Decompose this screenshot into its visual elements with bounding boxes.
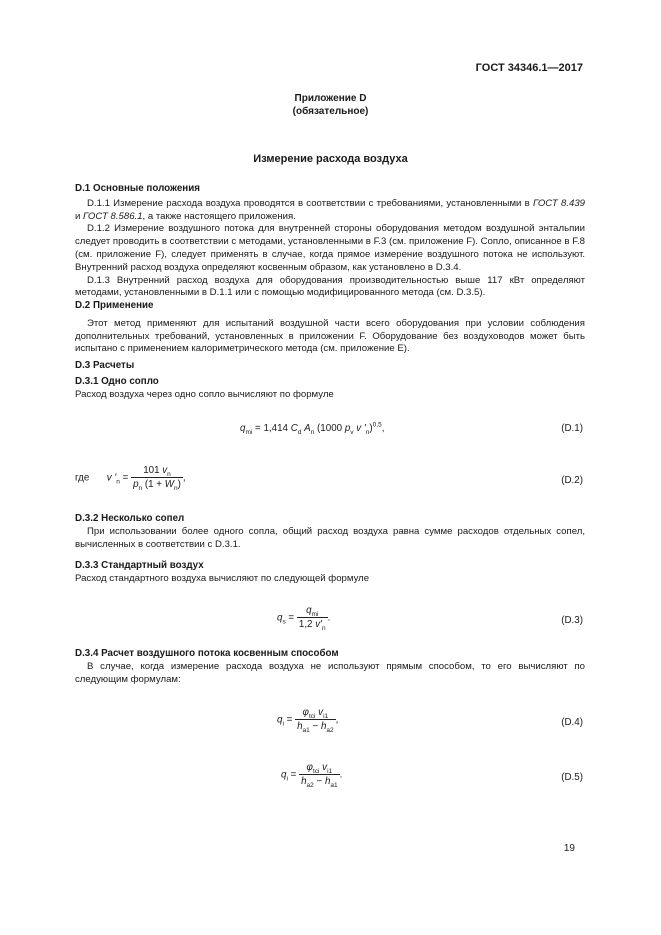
section-d2 — [75, 300, 585, 356]
where-label: где — [75, 472, 90, 484]
section-d3-2 — [75, 513, 585, 551]
formula-d3: $q_s$ = $\frac{q_{mi}}{1,2 v'_n}$ . — [277, 605, 331, 632]
formula-number-d5: (D.5) — [561, 772, 583, 783]
heading-d3-1: D.3.1 Одно сопло — [75, 375, 159, 387]
formula-number-d3: (D.3) — [561, 615, 583, 626]
heading-d3-2: D.3.2 Несколько сопел — [75, 513, 185, 524]
section-d3-3 — [75, 560, 585, 586]
paragraph-d1-1: D.1.1 Измерение расхода воздуха проводятся в соответствии с требованиями, установленными в ГОСТ 8.439 и ГОСТ 8.586.1, а также настоящего приложения. — [75, 197, 585, 222]
formula-number-d1: (D.1) — [561, 423, 583, 434]
formula-d2: где v '$_n$ = $\frac{101 v_n}{p_n (1 + W_n)}$ , — [75, 465, 186, 492]
paragraph-d1-2: D.1.2 Измерение воздушного потока для внутренней стороны оборудования методом воздушной энтальпии следует проводить в соответствии с методами, установленными в F.3 (см. приложение F). Сопло, описанное в F.8 (см. приложение F), следует применять в случае, когда прямое измерение воздушного потока не используют. Внутренний расход воздуха определяют косвенным образом, как установлено в D.3.4. — [75, 223, 585, 273]
fraction-d2: $\frac{101 v_n}{p_n (1 + W_n)}$ — [133, 465, 181, 492]
section-d3-4 — [75, 648, 585, 686]
text-d3-1: Расход воздуха через одно сопло вычисляют по формуле — [75, 388, 334, 400]
annex-status: (обязательное) — [292, 106, 369, 117]
annex-heading — [0, 92, 661, 118]
section-title: Измерение расхода воздуха — [253, 153, 408, 165]
text-d3-3: Расход стандартного воздуха вычисляют по следующей формуле — [75, 572, 370, 584]
text-d3-2: При использовании более одного сопла, общий расход воздуха равна сумме расходов отдельных сопел, вычисленных в соответствии с D.3.1. — [75, 525, 585, 550]
fraction-d3: $\frac{q_{mi}}{1,2 v'_n}$ — [298, 605, 326, 632]
heading-d1: D.1 Основные положения — [75, 183, 200, 194]
ref-gost-8-586-1: ГОСТ 8.586.1 — [83, 210, 143, 222]
heading-d3-3: D.3.3 Стандартный воздух — [75, 560, 204, 571]
text-d3-4: В случае, когда измерение расхода воздуха не используют прямым способом, то его вычисляют по следующим формулам: — [75, 660, 585, 685]
fraction-d4: $\frac{\varphi_{tci} v_{i1}}{h_{a1} - h_{a2}}$ — [297, 707, 334, 734]
paragraph-d1-3: D.1.3 Внутренний расход воздуха для оборудования производительностью выше 117 кВт определяют методами, установленными в D.1.1 или с помощью модифицированного метода (см. D.3.5). — [75, 274, 585, 299]
heading-d2: D.2 Применение — [75, 300, 154, 311]
page-number: 19 — [563, 843, 575, 854]
ref-gost-8-439: ГОСТ 8.439 — [532, 197, 585, 209]
formula-d4: $q_i$ = $\frac{\varphi_{tci} v_{i1}}{h_{a1} - h_{a2}}$ , — [277, 707, 339, 734]
formula-d1: $q_{mi} = 1,414$ $C_d$ $A_n$ (1000 $p_v$ v '$_n)^{0,5}$, — [240, 421, 385, 436]
formula-number-d2: (D.2) — [561, 475, 583, 486]
formula-d5: $q_i$ = $\frac{\varphi_{tci} v_{i1}}{h_{a2} - h_{a1}}$ . — [281, 762, 343, 789]
section-d1 — [75, 183, 585, 300]
formula-number-d4: (D.4) — [561, 717, 583, 728]
annex-title: Приложение D — [294, 93, 367, 104]
heading-d3: D.3 Расчеты — [75, 360, 135, 371]
document-code: ГОСТ 34346.1—2017 — [475, 62, 583, 74]
paragraph-d2-1: Этот метод применяют для испытаний воздушной части всего оборудования при условии соблюдения дополнительных требований, установленных в приложении F. Оборудование без воздуховодов может быть испытано с применением калориметрического метода (см. приложение E). — [75, 317, 585, 355]
fraction-d5: $\frac{\varphi_{tci} v_{i1}}{h_{a2} - h_{a1}}$ — [301, 762, 338, 789]
section-d3 — [75, 360, 585, 401]
heading-d3-4: D.3.4 Расчет воздушного потока косвенным способом — [75, 648, 339, 659]
